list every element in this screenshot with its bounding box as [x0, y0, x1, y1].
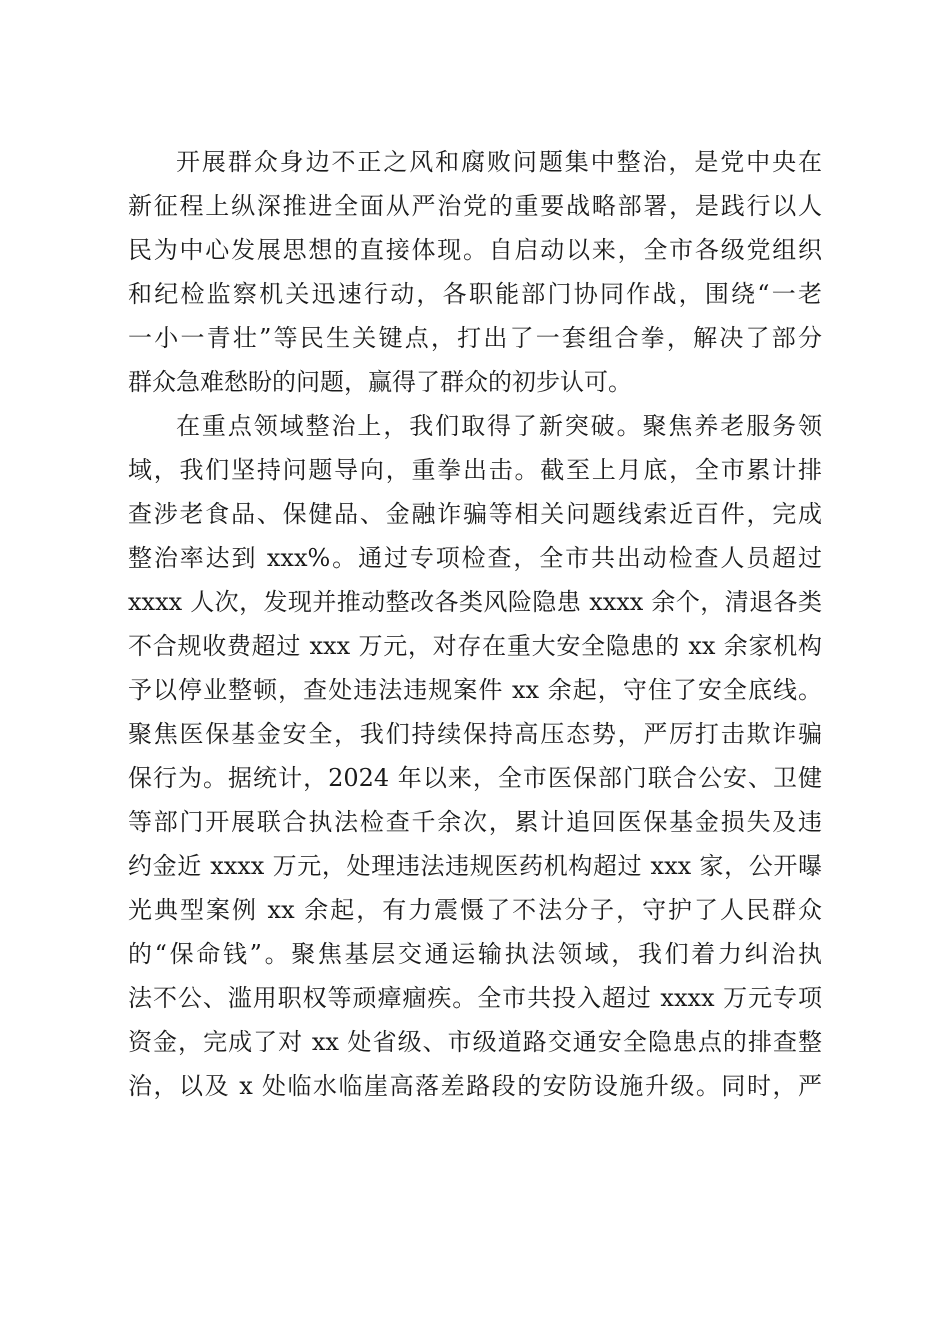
paragraph-2-line-12: 光典型案例 xx 余起，有力震慑了不法分子，守护了人民群众	[128, 896, 822, 924]
paragraph-2-line-7: 予以停业整顿，查处违法违规案件 xx 余起，守住了安全底线。	[128, 676, 822, 704]
paragraph-2-line-8: 聚焦医保基金安全，我们持续保持高压态势，严厉打击欺诈骗	[128, 720, 822, 748]
paragraph-2-line-2: 域，我们坚持问题导向，重拳出击。截至上月底，全市累计排	[128, 456, 822, 484]
paragraph-1-line-2: 新征程上纵深推进全面从严治党的重要战略部署，是践行以人	[128, 192, 822, 220]
paragraph-1-line-1: 开展群众身边不正之风和腐败问题集中整治，是党中央在	[176, 148, 822, 176]
paragraph-2-line-1: 在重点领域整治上，我们取得了新突破。聚焦养老服务领	[176, 412, 822, 440]
paragraph-2-line-10: 等部门开展联合执法检查千余次，累计追回医保基金损失及违	[128, 808, 822, 836]
paragraph-1-line-6: 群众急难愁盼的问题，赢得了群众的初步认可。	[128, 368, 632, 396]
paragraph-2-line-13: 的“保命钱”。聚焦基层交通运输执法领域，我们着力纠治执	[128, 940, 822, 968]
paragraph-2-line-11: 约金近 xxxx 万元，处理违法违规医药机构超过 xxx 家，公开曝	[128, 852, 822, 880]
paragraph-1-line-3: 民为中心发展思想的直接体现。自启动以来，全市各级党组织	[128, 236, 822, 264]
paragraph-1-line-5: 一小一青壮”等民生关键点，打出了一套组合拳，解决了部分	[128, 324, 822, 352]
paragraph-2-line-5: xxxx 人次，发现并推动整改各类风险隐患 xxxx 余个，清退各类	[128, 588, 822, 616]
paragraph-2-line-3: 查涉老食品、保健品、金融诈骗等相关问题线索近百件，完成	[128, 500, 822, 528]
paragraph-2-line-15: 资金，完成了对 xx 处省级、市级道路交通安全隐患点的排查整	[128, 1028, 822, 1056]
paragraph-2-line-4: 整治率达到 xxx%。通过专项检查，全市共出动检查人员超过	[128, 544, 822, 572]
paragraph-1-line-4: 和纪检监察机关迅速行动，各职能部门协同作战，围绕“一老	[128, 280, 822, 308]
paragraph-2-line-9: 保行为。据统计，2024 年以来，全市医保部门联合公安、卫健	[128, 764, 822, 792]
paragraph-2-line-16: 治，以及 x 处临水临崖高落差路段的安防设施升级。同时，严	[128, 1072, 822, 1100]
paragraph-2-line-6: 不合规收费超过 xxx 万元，对存在重大安全隐患的 xx 余家机构	[128, 632, 822, 660]
paragraph-2-line-14: 法不公、滥用职权等顽瘴痼疾。全市共投入超过 xxxx 万元专项	[128, 984, 822, 1012]
